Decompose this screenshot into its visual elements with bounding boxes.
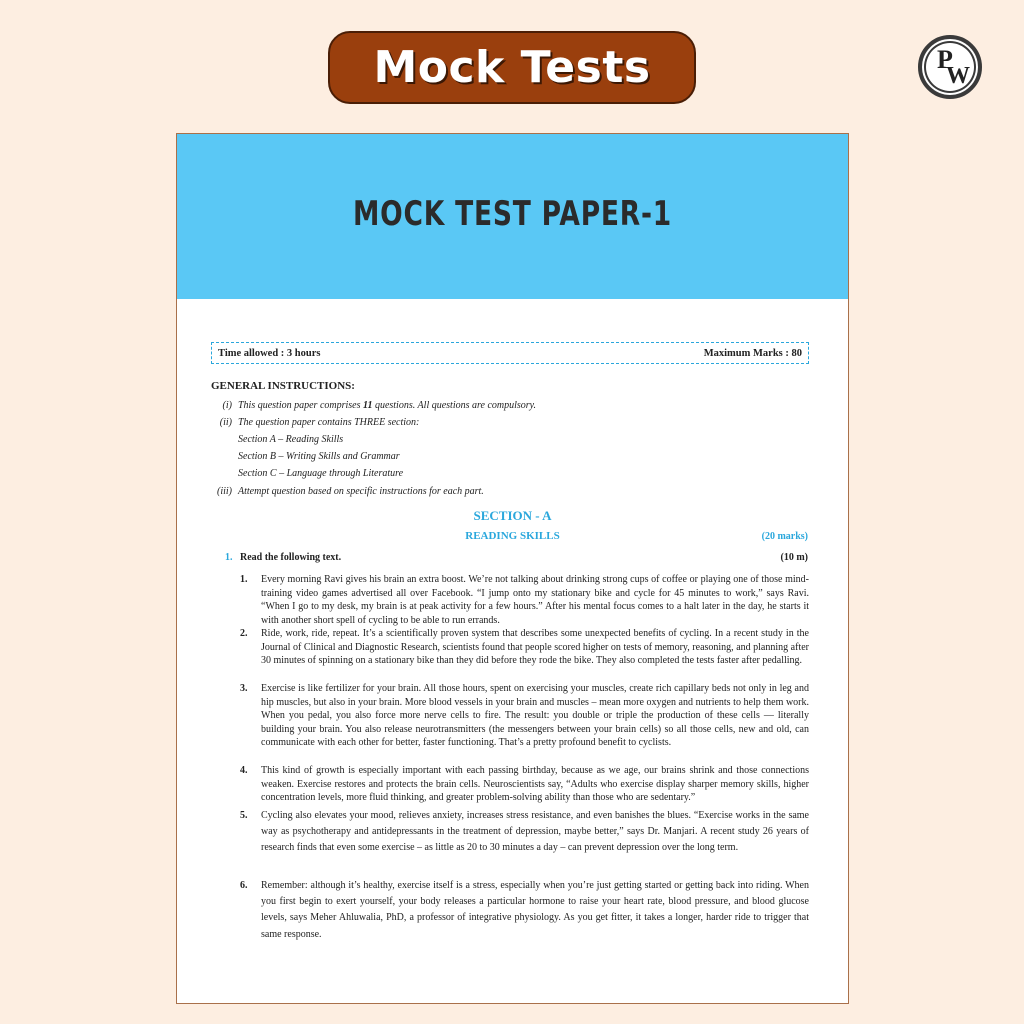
maximum-marks: Maximum Marks : 80	[703, 347, 802, 359]
question-marks: (10 m)	[780, 552, 808, 563]
instruction-item: (i) This question paper comprises 11 questions. All questions are compulsory.	[222, 400, 537, 411]
time-allowed: Time allowed : 3 hours	[218, 347, 321, 359]
instructions-heading: GENERAL INSTRUCTIONS:	[211, 380, 355, 392]
instruction-item: Section A – Reading Skills	[238, 434, 344, 445]
instruction-item: Section B – Writing Skills and Grammar	[238, 451, 400, 462]
section-title: SECTION - A	[473, 508, 552, 523]
time-marks-box	[211, 342, 809, 364]
banner-title: Mock Tests	[373, 42, 651, 93]
paper-title: MOCK TEST PAPER-1	[352, 193, 673, 234]
paper-header	[177, 134, 848, 299]
section-marks: (20 marks)	[761, 531, 808, 542]
passage-paragraph: 2. Ride, work, ride, repeat. It’s a scientifically proven system that describes some unexpected benefits of cycling. In a recent study in the Journal of Clinical and Diagnostic Research, scientists found that people scored higher on tests of memory, reasoning, and planning after 30 minutes of spinning on a stationary bike than they did before they rode the bike. They also completed the tests faster after pedalling.	[240, 628, 809, 666]
passage-paragraph: 5. Cycling also elevates your mood, relieves anxiety, increases stress resistance, and even banishes the blues. “Exercise works in the same way as psychotherapy and antidepressants in the treatment of depression, maybe better,” says Dr. Manjari. A recent study 26 years of research finds that even some exercise – as little as 20 to 30 minutes a day – can prevent depression over the long term.	[240, 810, 809, 854]
question-number: 1.	[225, 552, 233, 563]
instruction-item: (iii) Attempt question based on specific instructions for each part.	[217, 486, 484, 497]
instruction-item: (ii) The question paper contains THREE section:	[219, 417, 420, 428]
test-paper-page	[176, 133, 849, 1004]
logo-letter-w: W	[946, 63, 970, 89]
passage-paragraph: 3. Exercise is like fertilizer for your brain. All those hours, spent on exercising your muscles, create rich capillary beds not only in leg and hip muscles, but also in your brain. More blood vessels in your brain and muscles – mean more oxygen and nutrients to help them work. When you pedal, you also force more nerve cells to fire. The result: you double or triple the production of these cells — literally building your brain. You also release neurotransmitters (the messengers between your brain cells) so all those cells, new and old, can communicate with each other for better, faster functioning. That’s a pretty profound benefit to cyclists.	[240, 683, 809, 748]
mock-tests-banner	[328, 31, 696, 104]
passage-paragraph: 1. Every morning Ravi gives his brain an extra boost. We’re not talking about drinking strong cups of coffee or playing one of those mind-training video games advertised all over Facebook. “I jump onto my stationary bike and cycle for 45 minutes to work,” says Ravi. “When I go to my desk, my brain is at peak activity for a few hours.” After his mental focus comes to a halt later in the day, he starts it with another short spell of cycling to be able to run errands.	[240, 574, 809, 626]
question-text: Read the following text.	[240, 552, 342, 563]
section-subtitle: READING SKILLS	[465, 530, 560, 542]
logo-letter-p: P	[937, 45, 953, 74]
instruction-item: Section C – Language through Literature	[238, 468, 404, 479]
pw-logo	[918, 35, 982, 99]
passage-paragraph: 4. This kind of growth is especially important with each passing birthday, because as we age, our brains shrink and those connections weaken. Exercise restores and protects the brain cells. Neuroscientists say, “Adults who exercise display sharper memory skills, higher concentration levels, more fluid thinking, and greater problem-solving ability than those who are sedentary.”	[240, 765, 809, 803]
passage-paragraph: 6. Remember: although it’s healthy, exercise itself is a stress, especially when you’re just getting started or getting back into riding. When you first begin to exert yourself, your body releases a particular hormone to raise your heart rate, blood pressure, and blood glucose levels, says Meher Ahluwalia, PhD, a professor of integrative physiology. As you get fitter, it takes a longer, harder ride to trigger that same response.	[240, 880, 809, 940]
